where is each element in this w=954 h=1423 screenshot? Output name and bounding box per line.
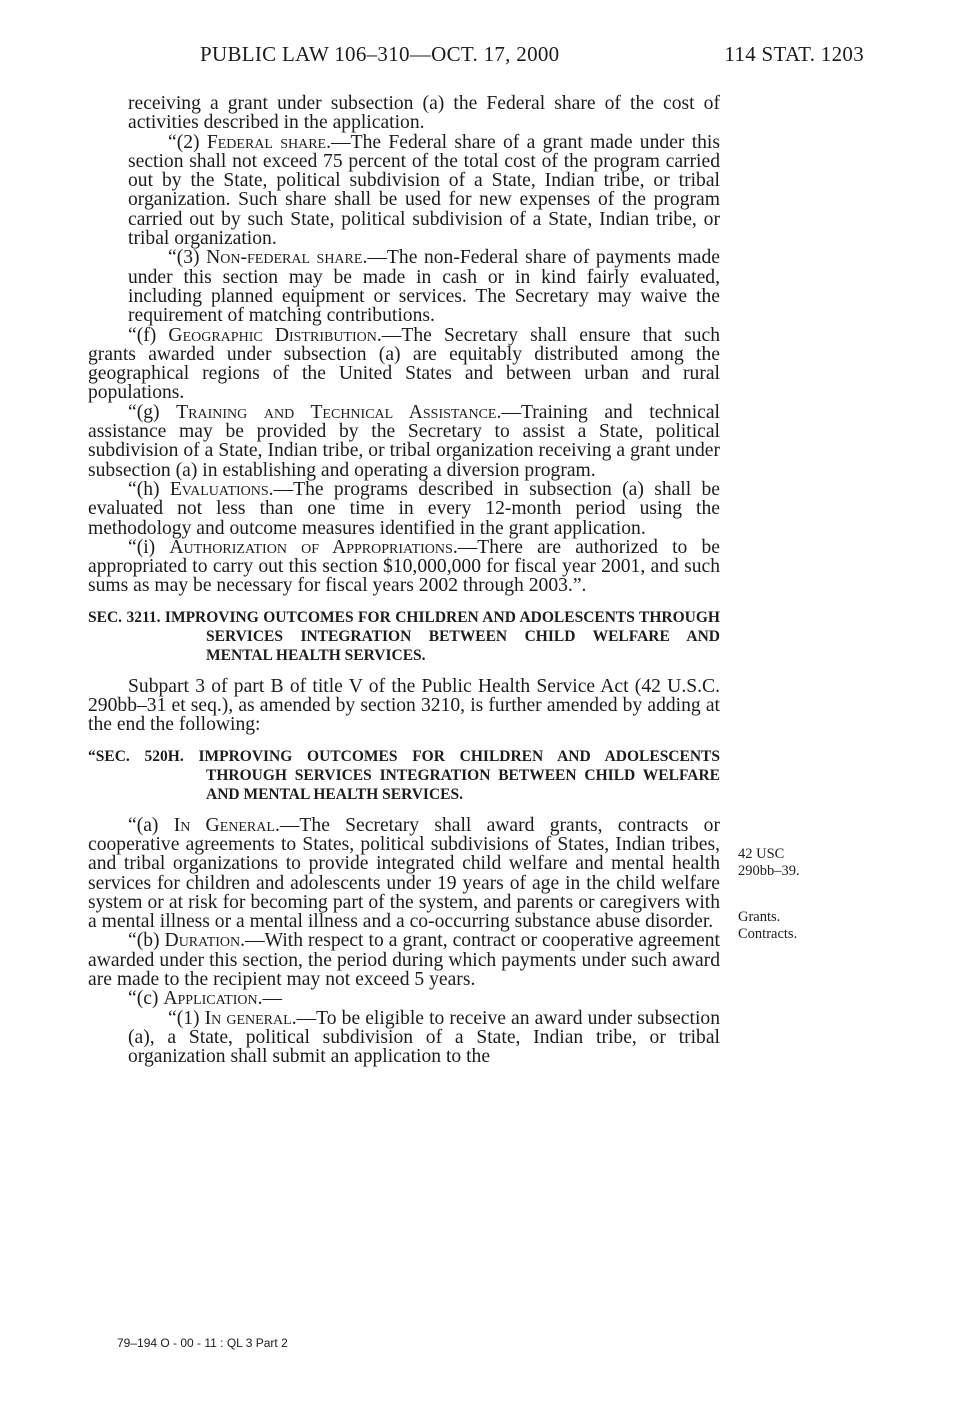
- paragraph-subpart-amendment: Subpart 3 of part B of title V of the Public Health Service Act (42 U.S.C. 290bb–31 et seq.), as amended by section 3210, is further amended by adding at the end the following:: [88, 675, 720, 736]
- body-text: [88, 94, 720, 1066]
- paragraph-continuation: receiving a grant under subsection (a) the Federal share of the cost of activities described in the application.: [128, 93, 720, 134]
- paragraph-application-in-general: “(1) In general.—To be eligible to receive an award under subsection (a), a State, political subdivision of a State, Indian tribe, or tribal organization shall submit an application to the: [128, 1007, 720, 1068]
- paragraph-non-federal-share: “(3) Non-federal share.—The non-Federal share of payments made under this section may be made in cash or in kind fairly evaluated, including planned equipment or services. The Secretary may waive the requirement of matching contributions.: [128, 247, 720, 327]
- page-header: [200, 42, 864, 76]
- margin-note-grants: Grants.: [738, 909, 781, 925]
- paragraph-authorization: “(i) Authorization of Appropriations.—There are authorized to be appropriated to carry out this section $10,000,000 for fiscal year 2001, and such sums as may be necessary for fiscal years 2002 through 2003.”.: [88, 536, 720, 597]
- paragraph-in-general: “(a) In General.—The Secretary shall award grants, contracts or cooperative agreements to States, political subdivisions of States, Indian tribes, and tribal organizations to provide integrated child welfare and mental health services for children and adolescents under 19 years of age in the child welfare system or at risk for becoming part of the system, and parents or caregivers with a mental illness or a mental illness and a co-occurring substance abuse disorder.: [88, 814, 720, 933]
- paragraph-geographic-distribution: “(f) Geographic Distribution.—The Secretary shall ensure that such grants awarded under subsection (a) are equitably distributed among the geographical regions of the United States and between urban and rural populations.: [88, 324, 720, 404]
- paragraph-training-assistance: “(g) Training and Technical Assistance.—Training and technical assistance may be provided by the Secretary to assist a State, political subdivision of a State, Indian tribe, or tribal organization receiving a grant under subsection (a) in establishing and operating a diversion program.: [88, 401, 720, 481]
- paragraph-evaluations: “(h) Evaluations.—The programs described in subsection (a) shall be evaluated not less than one time in every 12-month period using the methodology and outcome measures identified in the grant application.: [88, 478, 720, 539]
- header-stat-page: 114 STAT. 1203: [724, 42, 864, 66]
- paragraph-federal-share: “(2) Federal share.—The Federal share of a grant made under this section shall not exceed 75 percent of the total cost of the program carried out by the State, political subdivision of a State, Indian tribe, or tribal organization. Such share shall be used for new expenses of the program carried out by such State, political subdivision of a State, Indian tribe, or tribal organization.: [128, 131, 721, 250]
- paragraph-duration: “(b) Duration.—With respect to a grant, contract or cooperative agreement awarded under this section, the period during which payments under such award are made to the recipient may not exceed 5 years.: [88, 930, 720, 990]
- margin-note-usc: 42 USC 290bb–39.: [738, 846, 800, 879]
- margin-note-contracts: Contracts.: [738, 926, 798, 942]
- section-3211-heading: SEC. 3211. IMPROVING OUTCOMES FOR CHILDREN AND ADOLESCENTS THROUGH SERVICES INTEGRATION BETWEEN CHILD WELFARE AND MENTAL HEALTH SERVICES.: [88, 608, 720, 664]
- page-footer: 79–194 O - 00 - 11 : QL 3 Part 2: [117, 1336, 288, 1350]
- section-520h-heading: “SEC. 520H. IMPROVING OUTCOMES FOR CHILDREN AND ADOLESCENTS THROUGH SERVICES INTEGRATION BETWEEN CHILD WELFARE AND MENTAL HEALTH SERVICES.: [88, 747, 720, 803]
- header-public-law: PUBLIC LAW 106–310—OCT. 17, 2000: [200, 42, 560, 66]
- paragraph-application: “(c) Application.—: [128, 988, 283, 1010]
